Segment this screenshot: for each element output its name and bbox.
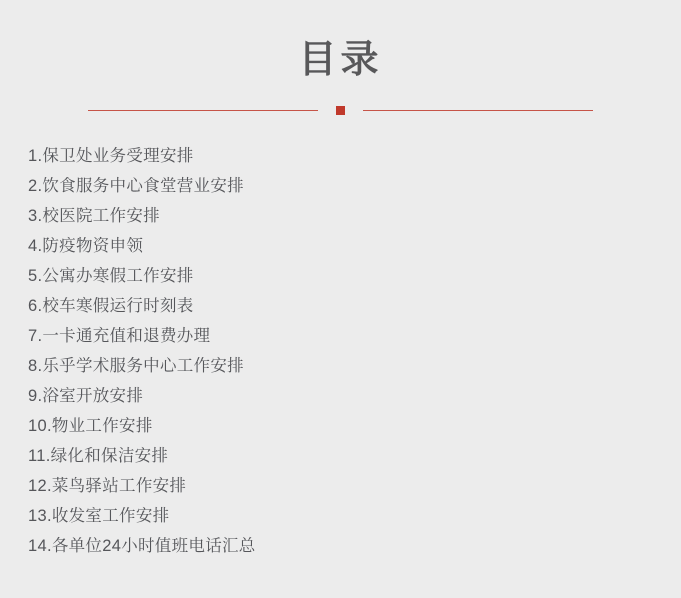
list-item[interactable]: 12.菜鸟驿站工作安排 <box>28 476 187 495</box>
table-of-contents <box>24 141 657 561</box>
list-item[interactable]: 8.乐乎学术服务中心工作安排 <box>28 356 244 375</box>
divider-rule-left <box>88 110 318 111</box>
list-item[interactable]: 11.绿化和保洁安排 <box>28 446 169 465</box>
list-item[interactable]: 4.防疫物资申领 <box>28 236 144 255</box>
list-item[interactable]: 14.各单位24小时值班电话汇总 <box>28 536 256 555</box>
page-title: 目录 <box>298 39 383 81</box>
divider-square-dot-icon <box>336 106 345 115</box>
list-item[interactable]: 7.一卡通充值和退费办理 <box>28 326 211 345</box>
title-block <box>24 0 657 84</box>
list-item[interactable]: 5.公寓办寒假工作安排 <box>28 266 194 285</box>
list-item[interactable]: 10.物业工作安排 <box>28 416 153 435</box>
title-divider <box>24 106 657 115</box>
list-item[interactable]: 3.校医院工作安排 <box>28 206 160 225</box>
list-item[interactable]: 6.校车寒假运行时刻表 <box>28 296 194 315</box>
list-item[interactable]: 9.浴室开放安排 <box>28 386 144 405</box>
list-item[interactable]: 2.饮食服务中心食堂营业安排 <box>28 176 244 195</box>
list-item[interactable]: 13.收发室工作安排 <box>28 506 170 525</box>
list-item[interactable]: 1.保卫处业务受理安排 <box>28 146 194 165</box>
divider-rule-right <box>363 110 593 111</box>
